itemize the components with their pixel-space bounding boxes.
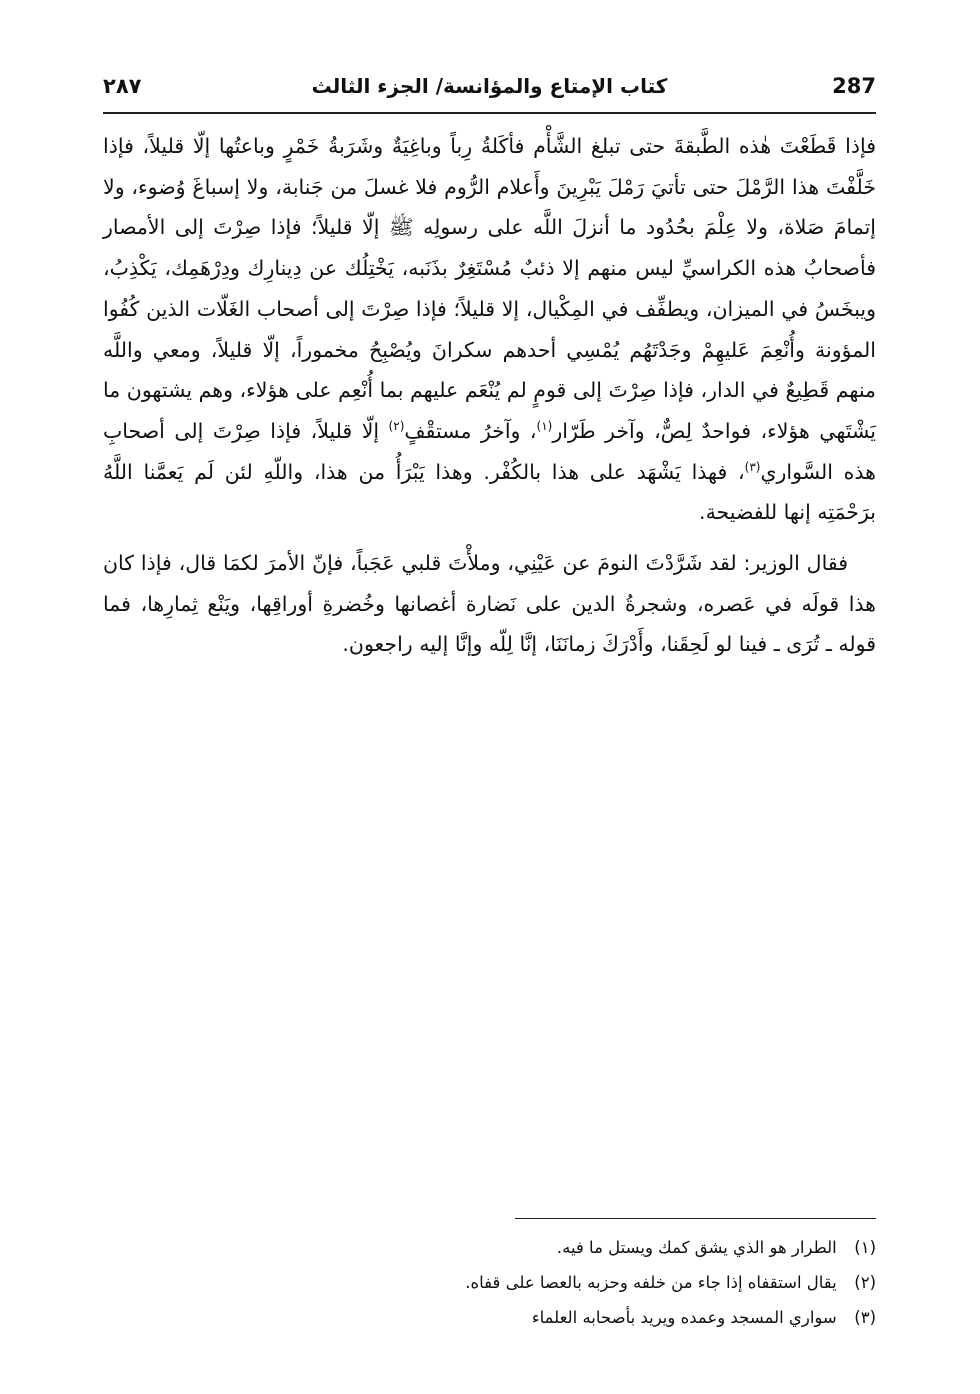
header-rule bbox=[103, 112, 876, 114]
footnotes bbox=[103, 1230, 876, 1335]
book-title: كتاب الإمتاع والمؤانسة/ الجزء الثالث bbox=[311, 74, 668, 98]
paragraph bbox=[103, 126, 876, 533]
main-text bbox=[103, 126, 876, 665]
footnote-number: (٢) bbox=[854, 1273, 876, 1292]
footnote-text: يقال استقفاه إذا جاء من خلفه وحزبه بالعصا على قفاه. bbox=[465, 1273, 837, 1292]
footnote-ref: (١) bbox=[536, 419, 553, 434]
footnote-text: الطرار هو الذي يشق كمك ويستل ما فيه. bbox=[556, 1238, 837, 1257]
footnote-number: (١) bbox=[854, 1238, 876, 1257]
footnote bbox=[103, 1265, 876, 1300]
footnote-ref: (٢) bbox=[388, 419, 405, 434]
footnote-ref: (٣) bbox=[744, 459, 761, 474]
paragraph-text: فإذا قَطَعْتَ هٰذه الطَّبقةَ حتى تبلغ الشَّأْم فأكَلةُ رِباً وباغِيَةٌ وشَرَبةُ خَمْرٍ وباعتُها إلّا قليلاً، فإذا خَلَّفْتَ هذا الرَّمْلَ حتى تأتيَ رَمْلَ يَبْرِينَ وأَعلام الرُّوم فلا غسلَ من جَنابة، ولا إسباغَ وُضوء، ولا إتمامَ صَلاة، ولا عِلْمَ بحُدُود ما أنزلَ اللَّه على رسولِه ﷺ إلّا قليلاً؛ فإذا صِرْتَ إلى الأمصار فأصحابُ هذه الكراسيِّ ليس منهم إلا ذئبٌ مُسْتَغِرٌ بذَنَبه، يَخْتِلُك عن دِينارِك ودِرْهَمِك، يَكْذِبُ، ويبخَسُ في الميزان، ويطفِّف في المِكْيال، إلا قليلاً؛ فإذا صِرْتَ إلى أصحاب الغَلّات الذين كُفُوا المؤونة وأُنْعِمَ عَليهِمْ وجَدْتَهُم يُمْسِي أحدهم سكرانَ ويُصْبِحُ مخموراً، إلّا قليلاً، ومعي واللَّه منهم قَطِيعٌ في الدار، فإذا صِرْتَ إلى قومٍ لم يُنْعَم عليهم بما أُنْعِم على هؤلاء، وهم يشتهون ما يَشْتَهي هؤلاء، فواحدٌ لِصٌّ، وآخر طَرّار bbox=[103, 134, 876, 443]
paragraph-text: ، فهذا يَشْهَد على هذا بالكُفْر. وهذا يَبْرَأُ من هذا، واللّهِ لئن لَم يَعمَّنا اللَّهُ برَحْمَتِه إنها للفضيحة. bbox=[103, 459, 876, 525]
footnote bbox=[103, 1230, 876, 1265]
page-number-arabic: ٢٨٧ bbox=[103, 74, 142, 98]
footnote-rule bbox=[515, 1218, 876, 1219]
paragraph: فقال الوزير: لقد شَرَّدْتَ النومَ عن عَيْنِي، وملأْتَ قلبي عَجَباً، فإنّ الأمرَ لكمَا قال، فإذا كان هذا قولَه في عَصره، وشجرةُ الدين على نَضارة أغصانها وخُضرةِ أوراقِها، ويَنْع ثِمارِها، فما قوله ـ تُرَى ـ فينا لو لَحِقَنا، وأَدْرَكَ زمانَنَا، إنَّا لِلّه وإنَّا إليه راجعون. bbox=[103, 551, 876, 657]
running-head bbox=[103, 74, 876, 108]
footnote-number: (٣) bbox=[854, 1308, 876, 1327]
paragraph-text: ، وآخرُ مستقْفٍ bbox=[404, 418, 537, 443]
footnote-text: سواري المسجد وعمده ويريد بأصحابه العلماء bbox=[531, 1308, 837, 1327]
paragraph-text: إلّا قليلاً، فإذا صِرْتَ إلى أصحابِ هذه السَّواري bbox=[103, 418, 876, 484]
page-number-latin: 287 bbox=[832, 74, 876, 98]
footnote bbox=[103, 1300, 876, 1335]
